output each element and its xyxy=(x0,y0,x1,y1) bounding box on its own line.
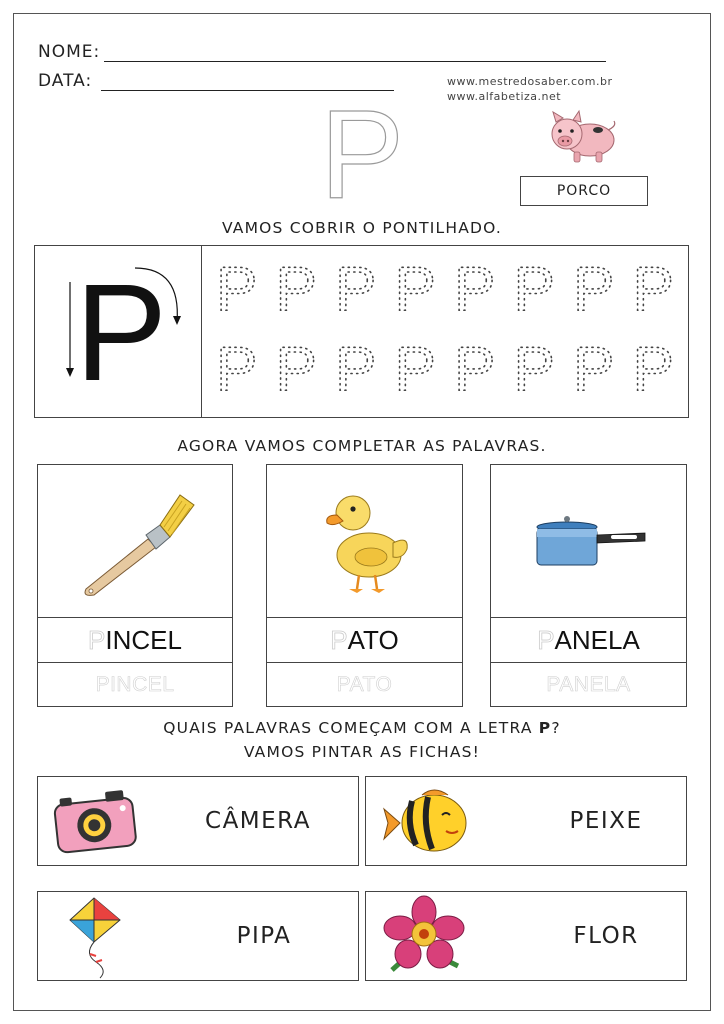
card-word-camera: CÂMERA xyxy=(205,808,311,834)
name-field[interactable] xyxy=(104,44,606,62)
kite-icon xyxy=(66,896,126,980)
trace-word-pincel[interactable]: PINCEL xyxy=(95,672,175,696)
pig-icon xyxy=(548,108,620,166)
card-word-fish: PEIXE xyxy=(569,808,643,834)
trace-grid xyxy=(202,246,688,417)
trace-letter[interactable]: P xyxy=(573,335,615,404)
trace-letter[interactable]: P xyxy=(454,255,496,324)
color-instruction-line1: QUAIS PALAVRAS COMEÇAM COM A LETRA P? xyxy=(163,719,561,737)
complete-instruction: AGORA VAMOS COMPLETAR AS PALAVRAS. xyxy=(177,437,547,455)
trace-letter[interactable]: P xyxy=(513,255,555,324)
color-card-flower[interactable] xyxy=(365,891,687,981)
word-card-pato xyxy=(266,464,463,707)
trace-letter[interactable]: P xyxy=(513,335,555,404)
color-instruction-wrap xyxy=(0,719,724,761)
trace-letter[interactable]: P xyxy=(632,255,674,324)
color-instruction-line2: VAMOS PINTAR AS FICHAS! xyxy=(243,743,481,761)
camera-icon xyxy=(52,787,140,857)
date-field[interactable] xyxy=(101,73,394,91)
trace-letter[interactable]: P xyxy=(394,335,436,404)
trace-letter[interactable]: P xyxy=(454,335,496,404)
picture-word: PORCO xyxy=(556,183,612,199)
picture-word-box xyxy=(520,176,648,206)
word-row-pincel xyxy=(38,618,232,662)
color-card-fish[interactable] xyxy=(365,776,687,866)
word-card-panela xyxy=(490,464,687,707)
trace-letter[interactable]: P xyxy=(632,335,674,404)
word-row-pato xyxy=(267,618,462,662)
card-word-flower: FLOR xyxy=(573,923,639,949)
trace-word-pato[interactable]: PATO xyxy=(336,672,393,696)
color-card-kite[interactable] xyxy=(37,891,359,981)
header-letter: P xyxy=(320,100,405,204)
model-letter-panel xyxy=(35,246,201,417)
trace-letter[interactable]: P xyxy=(573,255,615,324)
flower-icon xyxy=(382,894,466,978)
trace-letter[interactable]: P xyxy=(275,255,317,324)
tracing-instruction: VAMOS COBRIR O PONTILHADO. xyxy=(221,219,503,237)
trace-letter[interactable]: P xyxy=(335,255,377,324)
trace-letter[interactable]: P xyxy=(216,255,258,324)
card-word-kite: PIPA xyxy=(236,923,292,949)
pan-icon xyxy=(533,509,649,579)
missing-letter[interactable]: P xyxy=(88,624,106,655)
complete-instruction-wrap xyxy=(0,437,724,455)
word-card-pincel xyxy=(37,464,233,707)
site-url-2: www.alfabetiza.net xyxy=(447,90,562,103)
missing-letter[interactable]: P xyxy=(537,624,555,655)
duck-icon xyxy=(323,485,409,597)
paintbrush-icon xyxy=(78,487,198,597)
color-card-camera[interactable] xyxy=(37,776,359,866)
date-label: DATA: xyxy=(38,71,93,91)
name-label: NOME: xyxy=(38,42,101,62)
trace-letter[interactable]: P xyxy=(216,335,258,404)
site-url-1: www.mestredosaber.com.br xyxy=(447,75,613,88)
tracing-instruction-wrap xyxy=(0,219,724,237)
header-outline-letter xyxy=(318,100,410,204)
word-rest: ATO xyxy=(347,624,399,655)
model-letter: P xyxy=(75,256,168,410)
missing-letter[interactable]: P xyxy=(330,624,348,655)
word-rest: ANELA xyxy=(554,624,640,655)
fish-icon xyxy=(382,785,472,859)
word-row-panela xyxy=(491,618,686,662)
word-rest: INCEL xyxy=(105,624,182,655)
trace-word-panela[interactable]: PANELA xyxy=(546,672,631,696)
highlight-letter: P xyxy=(538,719,552,737)
trace-letter[interactable]: P xyxy=(335,335,377,404)
trace-letter[interactable]: P xyxy=(394,255,436,324)
trace-letter[interactable]: P xyxy=(275,335,317,404)
